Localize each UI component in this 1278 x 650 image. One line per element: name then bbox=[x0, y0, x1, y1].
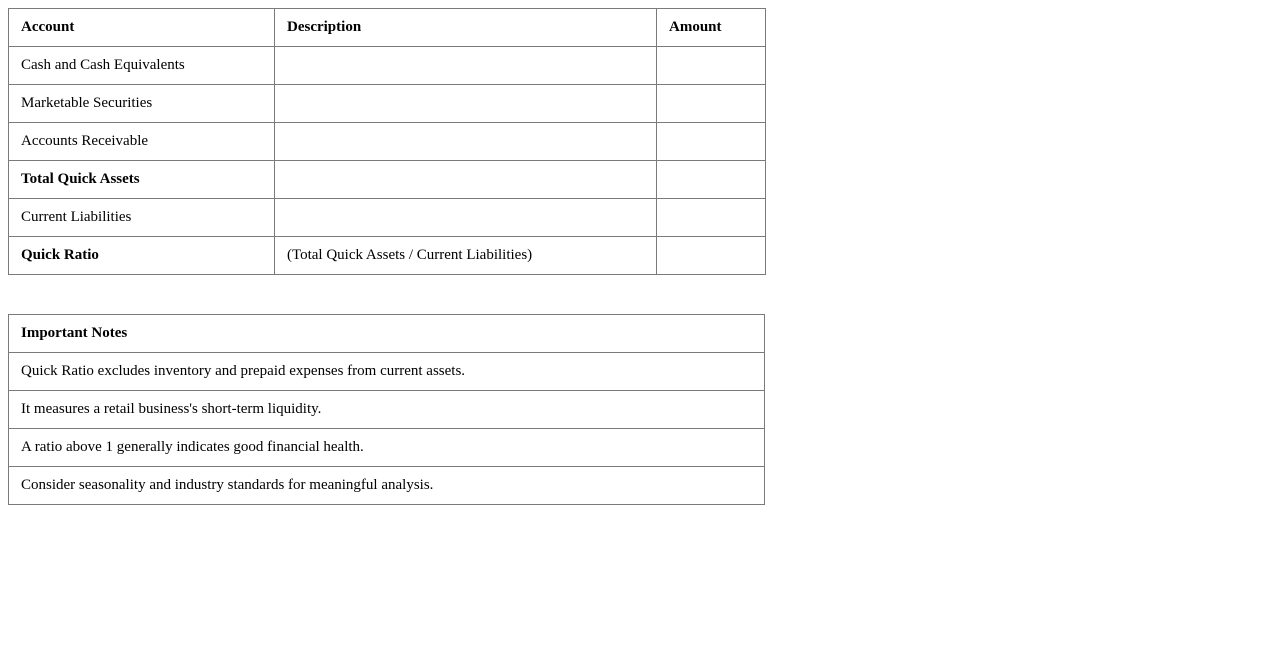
header-amount: Amount bbox=[657, 9, 766, 47]
note-text: Consider seasonality and industry standards for meaningful analysis. bbox=[9, 467, 765, 505]
amount-cell bbox=[657, 161, 766, 199]
description-cell bbox=[275, 123, 657, 161]
notes-header-row bbox=[9, 315, 765, 353]
table-row-quick-ratio bbox=[9, 237, 766, 275]
account-cell: Total Quick Assets bbox=[9, 161, 275, 199]
table-row bbox=[9, 47, 766, 85]
account-cell: Accounts Receivable bbox=[9, 123, 275, 161]
description-cell bbox=[275, 199, 657, 237]
account-cell: Current Liabilities bbox=[9, 199, 275, 237]
table-row bbox=[9, 123, 766, 161]
note-text: A ratio above 1 generally indicates good financial health. bbox=[9, 429, 765, 467]
table-row bbox=[9, 199, 766, 237]
amount-cell bbox=[657, 47, 766, 85]
account-cell: Quick Ratio bbox=[9, 237, 275, 275]
table-header-row bbox=[9, 9, 766, 47]
amount-cell bbox=[657, 123, 766, 161]
description-cell bbox=[275, 161, 657, 199]
amount-cell bbox=[657, 199, 766, 237]
table-row bbox=[9, 85, 766, 123]
note-row bbox=[9, 429, 765, 467]
table-row-total-quick-assets bbox=[9, 161, 766, 199]
quick-ratio-table bbox=[8, 8, 766, 275]
account-cell: Cash and Cash Equivalents bbox=[9, 47, 275, 85]
notes-header: Important Notes bbox=[9, 315, 765, 353]
note-text: Quick Ratio excludes inventory and prepaid expenses from current assets. bbox=[9, 353, 765, 391]
amount-cell bbox=[657, 237, 766, 275]
description-cell bbox=[275, 85, 657, 123]
note-text: It measures a retail business's short-term liquidity. bbox=[9, 391, 765, 429]
description-cell bbox=[275, 47, 657, 85]
note-row bbox=[9, 467, 765, 505]
important-notes-table bbox=[8, 314, 765, 505]
note-row bbox=[9, 353, 765, 391]
header-account: Account bbox=[9, 9, 275, 47]
header-description: Description bbox=[275, 9, 657, 47]
description-cell: (Total Quick Assets / Current Liabilities) bbox=[275, 237, 657, 275]
note-row bbox=[9, 391, 765, 429]
amount-cell bbox=[657, 85, 766, 123]
account-cell: Marketable Securities bbox=[9, 85, 275, 123]
